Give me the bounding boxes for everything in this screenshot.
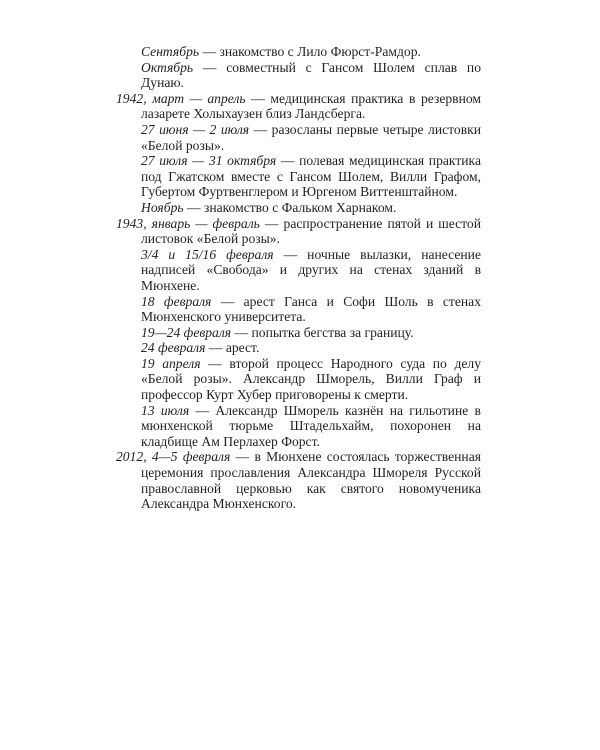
chronology-year-entry <box>116 216 481 247</box>
entry-date: Сентябрь <box>141 44 200 59</box>
chronology-entry <box>116 356 481 403</box>
entry-text: — знакомство с Лило Фюрст-Рамдор. <box>199 44 421 59</box>
entry-date: Ноябрь <box>141 199 184 215</box>
chronology-year-entry <box>116 449 481 511</box>
entry-date: 1943, январь — февраль <box>116 215 260 231</box>
entry-date: 13 июля <box>141 402 190 418</box>
entry-text: — распространение пятой и шестой листовок «Белой розы». <box>141 215 481 247</box>
entry-date: 2012, 4—5 февраля <box>116 449 231 465</box>
chronology-entry <box>116 153 481 200</box>
chronology-entry <box>116 403 481 450</box>
entry-date: 19—24 февраля <box>141 324 232 340</box>
entry-text: — Александр Шморель казнён на гильотине в мюнхенской тюрьме Штадельхайм, похоронен на кладбище Ам Перлахер Форст. <box>141 402 481 449</box>
entry-text: — разосланы первые четыре листовки «Белой розы». <box>141 121 481 153</box>
entry-date: 19 апреля <box>141 355 201 371</box>
entry-text: — попытка бегства за границу. <box>231 324 414 340</box>
chronology-entry <box>116 200 481 216</box>
entry-text: — арест Ганса и Софи Шоль в стенах Мюнхенского университета. <box>141 293 482 325</box>
entry-date: Октябрь <box>141 59 194 75</box>
chronology-entry <box>116 325 481 341</box>
entry-date: 24 февраля <box>141 340 206 356</box>
entry-date: 27 июня — 2 июля <box>141 121 250 137</box>
chronology-year-entry <box>116 91 481 122</box>
chronology-entry <box>116 294 481 325</box>
entry-text: — второй процесс Народного суда по делу «Белой розы». Александр Шморель, Вилли Граф и профессор Курт Хубер приговорены к смерти. <box>141 355 481 403</box>
entry-text: — знакомство с Фальком Харнаком. <box>183 199 397 215</box>
chronology-entry <box>116 340 481 356</box>
chronology-entry <box>116 60 481 91</box>
entry-date: 27 июля — 31 октября <box>141 153 277 169</box>
entry-text: — ночные вылазки, нанесение надписей «Свобода» и других на стенах зданий в Мюнхене. <box>141 246 481 293</box>
chronology-list <box>116 44 481 512</box>
entry-date: 18 февраля <box>141 293 212 309</box>
entry-text: — арест. <box>205 340 260 356</box>
entry-text: — медицинская практика в резервном лазарете Холыхаузен близ Ландсберга. <box>141 90 481 122</box>
entry-text: — в Мюнхене состоялась торжественная церемония прославления Александра Шмореля Русской православной церковью как святого новомученика Александра Мюнхенского. <box>141 449 481 512</box>
chronology-entry <box>116 44 481 60</box>
entry-date: 3/4 и 15/16 февраля <box>141 246 274 262</box>
entry-text: — совместный с Гансом Шолем сплав по Дунаю. <box>141 59 481 91</box>
entry-text: — полевая медицинская практика под Гжатском вместе с Гансом Шолем, Вилли Графом, Губертом Фуртвенглером и Юргеном Виттенштайном. <box>141 153 481 200</box>
chronology-entry <box>116 122 481 153</box>
chronology-entry <box>116 247 481 294</box>
entry-date: 1942, март — апрель <box>116 90 246 106</box>
